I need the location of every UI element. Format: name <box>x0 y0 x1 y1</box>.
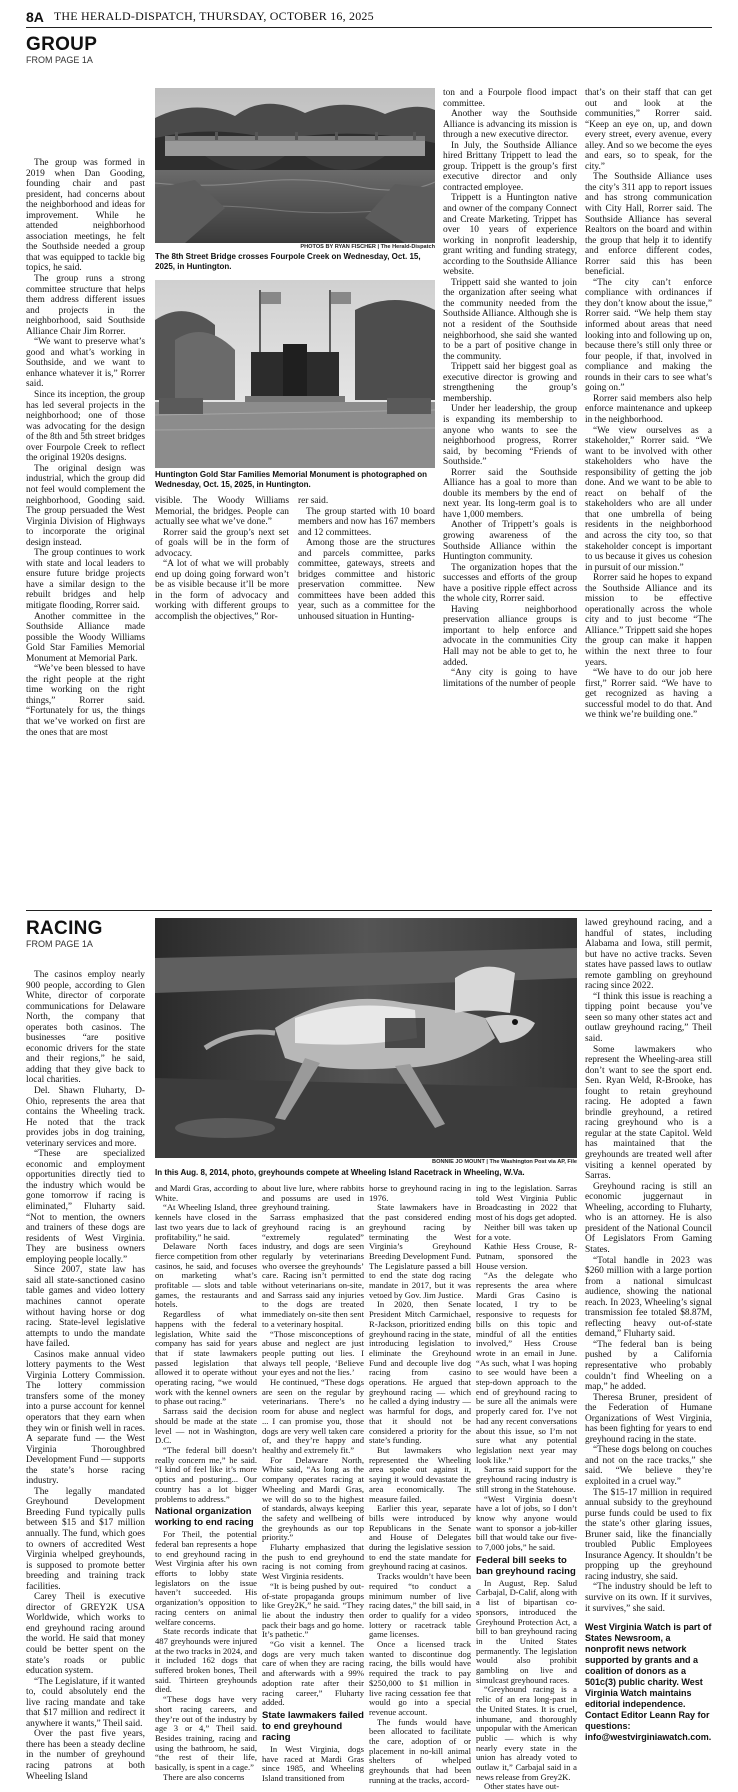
paragraph: There are also concerns <box>163 1771 245 1782</box>
paragraph: “It is being pushed by out-of-state propaganda groups like Grey2K,” he said. “They lie about the industry then pack their bags and go home. It’s pathetic.” <box>262 1580 364 1640</box>
paragraph: Having neighborhood preservation alliance groups is important to help enforce and advocate in the communities City Hall may not be able to get to, he added. <box>443 604 577 668</box>
paragraph: The group runs a strong committee structure that helps them address different issues and projects in the neighborhood, said Southside Alliance Chair Jim Rorrer. <box>26 274 145 337</box>
paragraph: The original design was industrial, which the group did not feel would complement the neighborhood, Gooding said. The group persuaded the West Virginia Division of Highways to incorporate the original design instead. <box>26 463 145 548</box>
paragraph: Tracks wouldn’t have been required “to conduct a minimum number of live racing dates,” the bill said, in order to qualify for a video lottery or racetrack table game licenses. <box>369 1571 471 1640</box>
paragraph: Over the past five years, there has been a steady decline in the number of greyhound racing patrons at both Wheeling Island <box>26 1729 145 1782</box>
paragraph: In West Virginia, dogs have raced at Mardi Gras since 1985, and Wheeling Island transitioned from <box>262 1743 364 1784</box>
paragraph: The $15-17 million in required annual subsidy to the greyhound purse funds could be used to fix the state’s other glaring issues, Bruner said, like the financially troubled Public Employees Insurance Agency. It shouldn’t be propping up the greyhound racing industry, she said. <box>585 1487 712 1582</box>
paragraph: Del. Shawn Fluharty, D-Ohio, represents the area that contains the Wheeling track. He noted that the track provides jobs in dog training, veterinary services and more. <box>26 1086 145 1149</box>
greyhound-photo-credit: BONNIE JO MOUNT | The Washington Post via AP, File <box>432 1159 577 1165</box>
paragraph: “The federal ban is being pushed by a California representative who probably couldn’t find Wheeling on a map,” he added. <box>585 1339 712 1393</box>
paragraph: The group was formed in 2019 when Dan Gooding, founding chair and past president, had concerns about the neighborhood and ideas for improvement. While he attended neighborhood association meetings, he felt the Southside needed a group that was equipped to tackle big topics, he said. <box>26 158 145 274</box>
paragraph: “I think this issue is reaching a tipping point because you’ve seen so many other states act and outlaw greyhound racing,” Theil said. <box>585 991 712 1045</box>
paragraph: “We want to preserve what’s good and what’s working in Southside, and we want to enhance whatever it is,” Rorrer said. <box>26 337 145 390</box>
paragraph: Earlier this year, separate bills were introduced by Republicans in the Senate and House of Delegates during the legislative session to end the state mandate for greyhound racing at casinos. <box>369 1503 471 1572</box>
paragraph: Casinos make annual video lottery payments to the West Virginia Lottery Commission. The lottery commission transfers some of the money into a purse account for kennel operators that they earn when they win or finish well in races. A separate fund — the West Virginia Thoroughbred Development Fund — supports the state’s horse racing industry. <box>26 1349 145 1487</box>
paragraph: Trippett said her biggest goal as executive director is growing and strengthening the group’s membership. <box>443 362 577 404</box>
memorial-photo-image <box>155 280 435 468</box>
paragraph: Rorrer said members also help enforce maintenance and upkeep in the neighborhood. <box>585 393 712 425</box>
group-slug: GROUP <box>26 34 98 55</box>
paragraph: “These are specialized economic and employment opportunities directly tied to the industry which would be gone tomorrow if racing is eliminated,” Fluharty said. “Not to mention, the owners and trainers of these dogs are residents of West Virginia. They are business owners employing people locally.” <box>26 1149 145 1265</box>
paragraph: The group continues to work with state and local leaders to ensure future bridge projects have a similar design to the rebuilt bridges and help mitigate flooding, Rorrer said. <box>26 548 145 611</box>
paragraph: Another of Trippett’s goals is growing awareness of the Southside Alliance within the Huntington community. <box>443 520 577 563</box>
paragraph: The funds would have been allocated to facilitate the care, adoption of or placement in no-kill animal shelters of whelped greyhounds that had been running at the tracks, accord- <box>369 1716 471 1785</box>
paragraph: State lawmakers have in the past considered ending greyhound racing by terminating the West Virginia’s Greyhound Breeding Development Fund. The Legislature passed a bill to end the state dog racing mandate in 2017, but it was vetoed by Gov. Jim Justice. <box>369 1202 471 1300</box>
paragraph: “We’ve been blessed to have the right people at the right time working on the right things,” Rorrer said. “Fortunately for us, the things that we’ve worked on first are the ones that are most <box>26 664 145 738</box>
paragraph: Among those are the structures and parcels committee, parks committee, gateways, streets and bridges committee and historic preservation committee. New committees have been added this year, such as a committee for the unhoused situation in Hunting- <box>298 538 435 623</box>
greyhound-photo-caption: In this Aug. 8, 2014, photo, greyhounds compete at Wheeling Island Racetrack in Wheeling, W.Va. <box>155 1168 525 1177</box>
paragraph: horse to greyhound racing in 1976. <box>369 1183 471 1203</box>
paragraph: In August, Rep. Salud Carbajal, D-Calif, along with a list of bipartisan co-sponsors, introduced the Greyhound Protection Act, a bill to ban greyhound racing in the United States permanently. The legislation would also prohibit gambling on live and simulcast greyhound races. <box>476 1577 577 1685</box>
paragraph: “These dogs belong on couches and not on the race tracks,” she said. “We believe they’re exploited in a cruel way.” <box>585 1445 712 1487</box>
paragraph: The casinos employ nearly 900 people, according to Glen White, director of corporate communications for Delaware North, the company that operates both casinos. The businesses “are positive economic drivers for the state and their regions,” he said, adding that they give back to local charities. <box>26 970 145 1086</box>
paragraph: “A lot of what we will probably end up doing going forward won’t be as visible because it’ll be more in the form of advocacy and working with different groups to accomplish the objectives,” Ror- <box>155 559 289 623</box>
paragraph: “We have to do our job here first,” Rorrer said. “We have to get recognized as having a successful model to do that. And we think we’re building one.” <box>585 668 712 721</box>
memorial-photo-caption: Huntington Gold Star Families Memorial Monument is photographed on Wednesday, Oct. 15, 2025, in Huntington. <box>155 470 427 489</box>
racing-column-6 <box>585 918 712 1743</box>
group-column-3-bottom <box>298 496 435 904</box>
racing-column-1 <box>26 970 145 1782</box>
paragraph: “West Virginia doesn’t have a lot of jobs, so I don’t know why anyone would want to sponsor a job-killer bill that would take our five- to 7,000 jobs,” he said. <box>476 1493 577 1553</box>
paragraph: The group started with 10 board members and now has 167 members and 12 committees. <box>298 506 435 538</box>
paragraph: Under her leadership, the group is expanding its membership to anyone who wants to see the neighborhood progress, Rorrer said, by becoming “Friends of Southside.” <box>443 404 577 468</box>
paragraph: “As the delegate who represents the area where Mardi Gras Casino is located, I try to be responsive to requests for bills on this topic and mindful of all the entities involved,” Hess Crouse wrote in an email in June. “As such, what I was hoping to see would have been a step-down approach to the end of greyhound racing to be sure all the animals were properly cared for. I’ve not had any recent conversations about this issue, so I’m not sure what any potential legislation next year may look like.” <box>476 1270 577 1465</box>
paragraph: “At Wheeling Island, three kennels have closed in the last two years due to lack of profitability,” he said. <box>155 1202 257 1242</box>
paragraph: State records indicate that 487 greyhounds were injured at the two tracks in 2024, and it included 162 dogs that suffered broken bones, Theil said. Thirteen greyhounds died. <box>155 1626 257 1695</box>
paragraph: In July, the Southside Alliance hired Brittany Trippett to lead the group. Trippett is the group’s first executive director and only contracted employee. <box>443 140 577 193</box>
paragraph: Trippett is a Huntington native and owner of the company Connect and Create Marketing. Trippet has over 10 years of experience working in nonprofit leadership, grant writing and funding strategy, according to the Southside Alliance website. <box>443 193 577 278</box>
racing-column-5 <box>476 1183 577 1792</box>
subhead: State lawmakers failed to end greyhound racing <box>262 1709 364 1743</box>
bridge-photo-image <box>155 88 435 243</box>
paragraph: But lawmakers who represented the Wheeling area spoke out against it, saying it would devastate the area economically. The measure failed. <box>369 1444 471 1504</box>
paragraph: Rorrer said he hopes to expand the Southside Alliance and its mission to be effective operationally across the whole city and to just become “The Alliance.” Trippett said she hopes the group can make it happen within the next three to four years. <box>585 573 712 668</box>
paragraph: “The Legislature, if it wanted to, could absolutely end the live racing mandate and take that $17 million and redirect it anywhere it wants,” Theil said. <box>26 1676 145 1729</box>
paragraph: The legally mandated Greyhound Development Breeding Fund typically pulls between $15 and $17 million annually. The fund, which goes to owners of accredited West Virginia whelped greyhounds, is supposed to promote better breeding and training track facilities. <box>26 1486 145 1592</box>
paragraph: The Southside Alliance uses the city’s 311 app to report issues and has strong communication with City Hall, Rorrer said. The Southside Alliance has several Realtors on the board and within the group that help it to identify and enforce different codes, Rorrer said this has been beneficial. <box>585 172 712 278</box>
paragraph: Neither bill was taken up for a vote. <box>476 1221 577 1242</box>
racing-slug: RACING <box>26 918 103 939</box>
paragraph: and Mardi Gras, according to White. <box>155 1183 257 1203</box>
page-header <box>26 6 712 28</box>
paragraph: “Any city is going to have limitations of the number of people <box>443 668 577 689</box>
paragraph: Sarrass said the decision should be made at the state level — not in Washington, D.C. <box>155 1406 257 1446</box>
paragraph: Some lawmakers who represent the Wheeling-area still don’t want to see the sport end. Sen. Ryan Weld, R-Brooke, has fought to retain greyhound racing. He adopted a fawn brindle greyhound, a retired racing greyhound who is a regular at the state Capitol. Weld has maintained that the greyhounds are treated well after visiting a kennel operated by Sarras. <box>585 1044 712 1182</box>
paragraph: Rorrer said the group’s next set of goals will be in the form of advocacy. <box>155 527 289 559</box>
paragraph: Delaware North faces fierce competition from other casinos, he said, and focuses on marketing what’s profitable — slots and table games, the restaurants and hotels. <box>155 1241 257 1310</box>
paragraph: lawed greyhound racing, and a handful of states, including Alabama and Iowa, still permit, but have no active tracks. Seven states have passed laws to outlaw remote gambling on greyhound racing since 2022. <box>585 918 712 992</box>
paragraph: He continued, “These dogs are seen on the regular by veterinarians. There’s no room for abuse and neglect ... I can promise you, those dogs are very well taken care of, and they’re happy and healthy and extremely fit.” <box>262 1377 364 1455</box>
paragraph: “The industry should be left to survive on its own. If it survives, it survives,” she said. <box>585 1582 712 1614</box>
paragraph: Since its inception, the group has led several projects in the neighborhood; one of those was advocating for the design of the 8th and 5th street bridges over Fourpole Creek to reflect the original 1920s designs. <box>26 390 145 464</box>
paragraph: Sarras said support for the greyhound racing industry is still strong in the Statehouse. <box>476 1464 577 1494</box>
paragraph: Greyhound racing is still an economic juggernaut in Wheeling, according to Fluharty, who is an attorney. He is also president of the National Council Of Legislators From Gaming States. <box>585 1181 712 1255</box>
paragraph: “The federal bill doesn’t really concern me,” he said. “I kind of feel like it’s more optics and posturing... Our country has a lot bigger problems to address.” <box>155 1444 257 1504</box>
paragraph: “These dogs have very short racing careers, and they’re out of the industry by age 3 or 4,” Theil said. Besides training, racing and using the bathroom, he said, “the rest of their life, basically, is spent in a cage.” <box>155 1694 257 1773</box>
paragraph: ton and a Fourpole flood impact committee. <box>443 88 577 109</box>
paragraph: Trippett said she wanted to join the organization after seeing what the community needed from the Southside Alliance. Although she is not a resident of the Southside neighborhood, she said she wanted to be a part of positive change in the community. <box>443 277 577 362</box>
paragraph: “The city can’t enforce compliance with ordinances if they don’t know about the issue,” Rorrer said. “We help them stay informed about areas that need looking into and following up on, because there’s still only three or four people, if that, involved in compliance and making the rounds in their cars to see what’s going on.” <box>585 277 712 394</box>
subhead: Federal bill seeks to ban greyhound racing <box>476 1554 576 1577</box>
paragraph: “Total handle in 2023 was $260 million with a large portion from a national simulcast audience, showing the national reach. In 2023, Wheeling’s signal transmission fee totaled $8.87M, reflecting heavy out-of-state demand,” Fluharty said. <box>585 1255 712 1340</box>
paragraph: rer said. <box>298 496 329 506</box>
paragraph: Rorrer said the Southside Alliance has a goal to more than double its members by the end of next year. Its long-term goal is to have 1,000 members. <box>443 467 577 520</box>
paragraph: For Delaware North, White said, “As long as the company operates racing at Wheeling and Mardi Gras, we will do so to the highest of standards, always keeping the safety and wellbeing of the greyhounds as our top priority.” <box>262 1454 364 1543</box>
memorial-photo <box>155 280 435 468</box>
paragraph: “Go visit a kennel. The dogs are very much taken care of when they are racing and afterwards with a 99% adoption rate after their racing career,” Fluharty added. <box>262 1639 364 1708</box>
racing-column-4 <box>369 1183 471 1785</box>
paragraph: that’s on their staff that can get out and look at the communities,” Rorrer said. “Keep an eye on, up, and down every street, every avenue, every alley. And so we become the eyes and ears, so to speak, for the city.” <box>585 88 712 172</box>
group-column-4 <box>443 88 577 904</box>
racing-column-2 <box>155 1183 257 1782</box>
greyhound-photo <box>155 918 577 1158</box>
subhead: National organization working to end racing <box>155 1506 254 1529</box>
paragraph: The organization hopes that the successes and efforts of the group have a positive ripple effect across the whole city, Rorrer said. <box>443 562 577 605</box>
bridge-photo-caption: The 8th Street Bridge crosses Fourpole Creek on Wednesday, Oct. 15, 2025, in Huntington. <box>155 252 421 271</box>
paragraph: “We view ourselves as a stakeholder,” Rorrer said. “We want to be involved with other stakeholders who have the responsibility of getting the job done. And we want to be able to react on behalf of the stakeholders who are all under that one umbrella of being residents in the neighborhood and across the city too, so that stakeholder concept is important to us because it gives us cohesion in pursuit of our mission.” <box>585 425 712 573</box>
group-column-2-bottom <box>155 496 289 904</box>
paragraph: Sarrass emphasized that greyhound racing is an “extremely regulated” industry, and dogs are seen regularly by veterinarians who oversee the greyhounds’ care. Racing isn’t permitted without veterinarians on-site, and Sarrass said any injuries to the dogs are treated immediately on-site then sent to a veterinary hospital. <box>262 1212 364 1329</box>
paragraph: Fluharty emphasized that the push to end greyhound racing is not coming from West Virginia residents. <box>262 1542 364 1582</box>
newspaper-dateline: THE HERALD-DISPATCH, THURSDAY, OCTOBER 16, 2025 <box>53 9 374 23</box>
racing-column-3 <box>262 1183 364 1784</box>
paragraph: about live lure, where rabbits and possums are used in greyhound training. <box>262 1183 364 1213</box>
paragraph: Another way the Southside Alliance is advancing its mission is through a new executive director. <box>443 109 577 141</box>
paragraph: Regardless of what happens with the federal legislation, White said the company has said for years that if state lawmakers passed legislation that allowed it to operate without operating racing, “we would work with the kennel owners to phase out racing.” <box>155 1309 257 1407</box>
story-divider <box>26 910 712 911</box>
paragraph: Another committee in the Southside Alliance made possible the Woody Williams Gold Star Families Memorial Monument at Memorial Park. <box>26 611 145 664</box>
greyhound-photo-image <box>155 918 577 1158</box>
racing-from-page: FROM PAGE 1A <box>26 939 93 949</box>
paragraph: Theresa Bruner, president of the Federation of Humane Organizations of West Virginia, has been fighting for years to end greyhound racing in the state. <box>585 1392 712 1445</box>
paragraph: ing to the legislation. Sarras told West Virginia Public Broadcasting in 2022 that most of his dogs get adopted. <box>476 1183 577 1223</box>
bridge-photo-credit: PHOTOS BY RYAN FISCHER | The Herald-Dispatch <box>300 244 435 250</box>
group-column-1 <box>26 158 145 904</box>
paragraph: Kathie Hess Crouse, R-Putnam, sponsored the House version. <box>476 1241 577 1271</box>
paragraph: For Theil, the potential federal ban represents a hope to end greyhound racing in West Virginia after his own efforts to lobby state legislators on the issue haven’t succeeded. His organization’s opposition to racing centers on animal welfare concerns. <box>155 1529 257 1627</box>
paragraph: visible. The Woody Williams Memorial, the bridges. People can actually see what we’ve done.” <box>155 496 289 528</box>
group-from-page: FROM PAGE 1A <box>26 55 93 65</box>
page-number: 8A <box>26 8 44 25</box>
publication-tagline: West Virginia Watch is part of States Newsroom, a nonprofit news network supported by grants and a coalition of donors as a 501c(3) public charity. West Virginia Watch maintains editorial independence. Contact Editor Leann Ray for questions: info@westvirginiawatch.com. <box>585 1622 712 1743</box>
paragraph: Since 2007, state law has said all state-sanctioned casino table games and video lottery machines cannot operate without having horse or dog racing. State-level legislative attempts to undo the mandate have failed. <box>26 1265 145 1350</box>
paragraph: “Greyhound racing is a relic of an era long-past in the United States. It is cruel, inhumane, and thoroughly unpopular with the American public — which is why nearly every state in the union has already voted to outlaw it,” Carbajal said in a news release from Grey2K. <box>476 1684 577 1782</box>
paragraph: In 2020, then Senate President Mitch Carmichael, R-Jackson, prioritized ending greyhound racing in the state, introducing legislation to eliminate the Greyhound Fund and decouple live dog racing from casino operations. He argued that greyhound racing — which he called a dying industry — was harmful for dogs, and that it should not be considered a priority for the state’s funding. <box>369 1299 471 1446</box>
paragraph: Carey Theil is executive director of GREY2K USA Worldwide, which works to end greyhound racing around the world. He said that money could be better spent on the state’s roads or public education system. <box>26 1592 145 1677</box>
paragraph: Other states have out- <box>484 1781 560 1792</box>
paragraph: Once a licensed track wanted to discontinue dog racing, the bills would have required the track to pay $250,000 to $1 million in live racing cessation fee that would go into a special revenue account. <box>369 1639 471 1717</box>
bridge-photo <box>155 88 435 243</box>
paragraph: “Those misconceptions of abuse and neglect are just people putting out lies. I always tell people, ‘Believe your eyes and not the lies.’ <box>262 1328 364 1378</box>
group-column-5 <box>585 88 712 904</box>
